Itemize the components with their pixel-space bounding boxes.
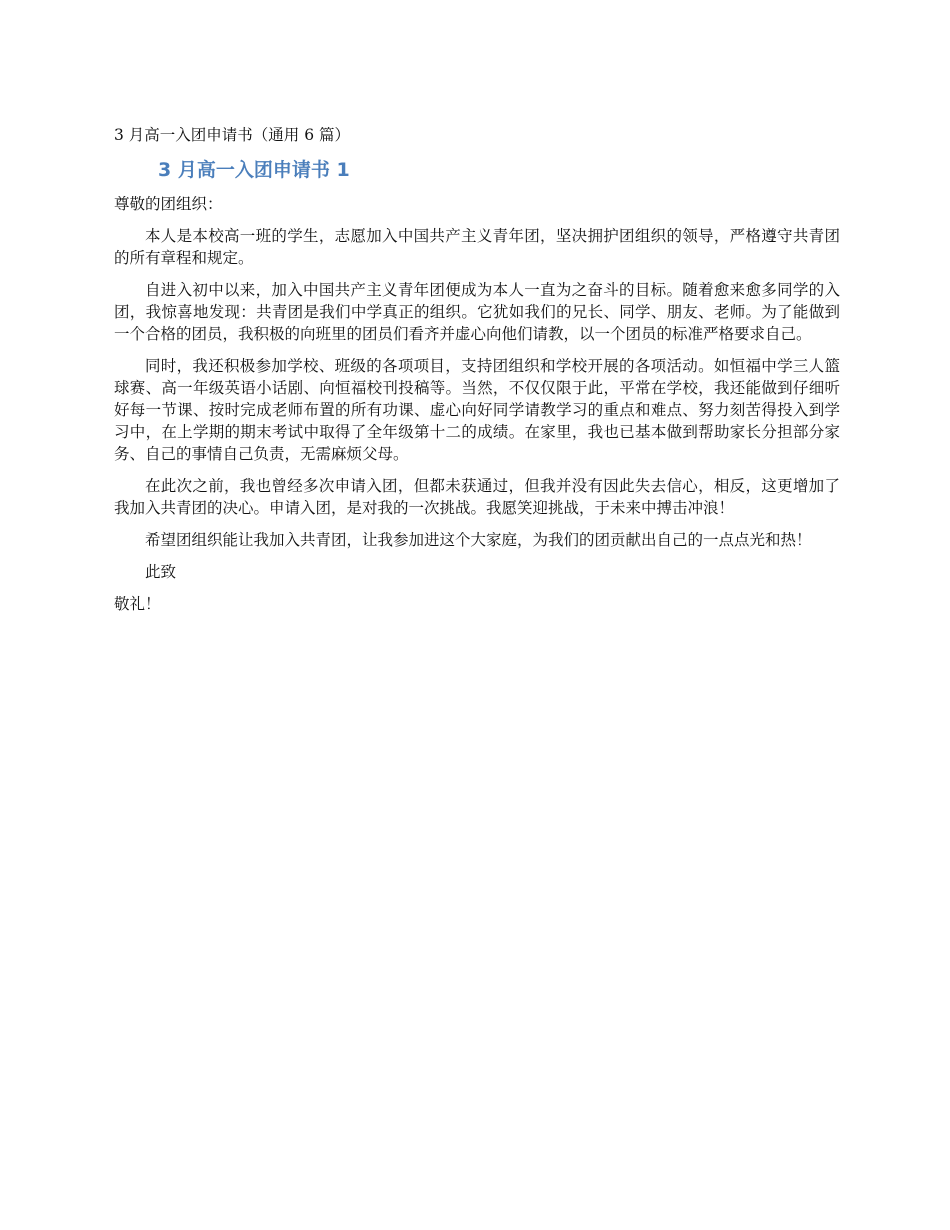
paragraph-2: 自进入初中以来，加入中国共产主义青年团便成为本人一直为之奋斗的目标。随着愈来愈多同学的入团，我惊喜地发现：共青团是我们中学真正的组织。它犹如我们的兄长、同学、朋友、老师。为了能做到一个合格的团员，我积极的向班里的团员们看齐并虚心向他们请教，以一个团员的标准严格要求自己。 bbox=[114, 281, 840, 343]
paragraph-4: 在此次之前，我也曾经多次申请入团，但都未获通过，但我并没有因此失去信心，相反，这更增加了我加入共青团的决心。申请入团，是对我的一次挑战。我愿笑迎挑战，于未来中搏击冲浪！ bbox=[114, 477, 840, 517]
regards-line: 敬礼！ bbox=[114, 595, 161, 613]
document-title: 3 月高一入团申请书（通用 6 篇） bbox=[114, 126, 351, 144]
section-heading: 3 月高一入团申请书 1 bbox=[158, 159, 350, 181]
paragraph-3: 同时，我还积极参加学校、班级的各项项目，支持团组织和学校开展的各项活动。如恒福中学三人篮球赛、高一年级英语小话剧、向恒福校刊投稿等。当然，不仅仅限于此，平常在学校，我还能做到仔细听好每一节课、按时完成老师布置的所有功课、虚心向好同学请教学习的重点和难点、努力刻苦得投入到学习中，在上学期的期末考试中取得了全年级第十二的成绩。在家里，我也已基本做到帮助家长分担部分家务、自己的事情自己负责，无需麻烦父母。 bbox=[114, 357, 840, 463]
closing-line: 此致 bbox=[145, 563, 177, 581]
paragraph-5: 希望团组织能让我加入共青团，让我参加进这个大家庭，为我们的团贡献出自己的一点点光和热！ bbox=[145, 531, 812, 549]
document-body bbox=[114, 124, 840, 615]
salutation: 尊敬的团组织： bbox=[114, 195, 223, 213]
paragraph-1: 本人是本校高一班的学生，志愿加入中国共产主义青年团，坚决拥护团组织的领导，严格遵守共青团的所有章程和规定。 bbox=[114, 227, 840, 267]
